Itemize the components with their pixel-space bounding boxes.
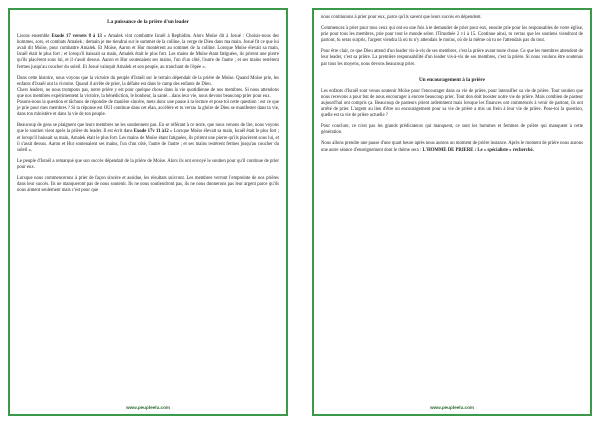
paragraph-conclusion: Pour conclure, ce n'est pas les grands prédicateurs qui manquent, ce sont les hommes et femmes de prière qui manquent à cette génération. [321, 124, 583, 136]
left-page-content [17, 19, 279, 194]
paragraph-chers-leaders: Chers leaders, ne nous trompons pas, notre prière y est pour quelque chose dans la vie quotidienne de nos membres. Si nous attendons que nos membres expérimentent la victoire, la bénédiction, le bonheur, la santé…dans leur vie, nous devons beaucoup prier pour eux. [17, 87, 279, 99]
paragraph-commencez: Commencez à prier pour tous ceux qui ont eu une fois à te demander de prier pour eux, ensuite prie pour les responsables de votre église, prie pour tous les membres, prie pour tout le monde selon 1Timothée 2 v1 à 15. Continue ainsi, tu verras que les soutiens viendront de partout, tu seras surpris, l'argent viendra là où tu n'y attendais le moins, où de la même où tu ne l'attendais pas du tout. [321, 26, 583, 44]
paragraph-peuple-israel: Le peuple d'Israël a remarqué que son succès dépendait de la prière de Moïse. Alors ils ont envoyé le soutien pour qu'il continue de prier pour eux. [17, 158, 279, 170]
bible-reference-2: Exode 17v 11 à12 [133, 129, 169, 135]
paragraph-question: Posons-nous la question et tâchons de répondre de manière sincère, mets donc une pause à ta lecture et pose toi cette question : est ce que je prie pour mes membres ? Si ta réponse est OUI continue dans cet élan, accélère et tu verras la gloire de Dieu se manifester dans ta vie, dans ton ministère et dans la vie de ton peuple. [17, 100, 279, 118]
bible-reference: Exode 17 versets 8 à 13 [51, 34, 102, 40]
paragraph-pause [321, 141, 583, 153]
right-page [312, 8, 592, 416]
soutien-text: Beaucoup de gens se plaignent que leurs membres ne les soutiennent pas. En se référant à ce texte, que nous venons de lire, nous voyons que le soutien vient après la prière du leader. Il est écrit dans [17, 123, 279, 135]
left-page-footer-link[interactable]: www.peupleelu.com [126, 405, 170, 410]
next-theme: L'HOMME DE PRIERE : Le « spécialiste » recherché. [422, 147, 534, 153]
paragraph-enfants-israel: Les enfants d'Israël sont venus soutenir Moïse pour l'encourager dans sa vie de prière, pour intensifier sa vie de prière. Tout soutien que nous recevons a pour but de nous encourager à encore beaucoup prier. Tout don doit booster notre vie de prière. Mais combien de pasteur aujourd'hui ont compris ça. Beaucoup de pasteurs prient ardemment mais lorsque les finances ont commencés à venir de partout, ils ont arrêté de prier. L'argent au lieu d'être un encouragement pour sa vie de prière a mis un frein à leur vie de prière. Pose-toi la question, quelle est ta vie de prière actuelle ? [321, 88, 583, 119]
intro-text: Lisons ensemble [17, 34, 52, 40]
left-page [8, 8, 288, 416]
bible-quote-2: « Lorsque Moïse élevait sa main, Israël était le plus fort ; et lorsqu'il baissait sa main, Amalek était le plus fort. Les mains de Moïse étant fatiguées, ils prirent une pierre qu'ils placèrent sous lui, et il s'assit dessus. Aaron et Hur soutenaient ses mains, l'un d'un côté, l'autre de l'autre ; et ses mains restèrent fermes jusqu'au coucher du soleil ». [17, 129, 279, 153]
paragraph-soutien [17, 123, 279, 153]
section-title-encouragement: Un encouragement à la prière [419, 76, 485, 83]
paragraph-continuation: nous continuions à prier pour eux, parce qu'ils savent que leurs succès en dépendent. [321, 15, 482, 20]
left-page-title: La puissance de la prière d'un leader [107, 19, 189, 25]
right-page-footer-link[interactable]: www.peupleelu.com [430, 405, 474, 410]
paragraph-resultats: Lorsque nous commencerons à prier de façon sincère et assidue, les résultats suivront. Les membres verront l'empreinte de nos prières dans leur succès. Ils ne manqueront pas de nous soutenir. Ils ne nous soutiendront pas, ils ne nous donnerons pas leur argent parce qu'ils nous aiment seulement mais c'est pour que [17, 175, 279, 194]
paragraph-pour-etre-clair: Pour être clair, ce que Dieu attend d'un leader vis-à-vis de ses membres, c'est la prière avant toute chose. Ce que les membres attendent de leur leader, c'est sa prière. La première responsabilité d'un leader vis-à-vis de ses membres, c'est la prière. Si nous voulons être soutenus par tous les moyens, nous devons beaucoup prier. [321, 49, 584, 67]
right-page-content [321, 15, 583, 154]
paragraph-story-summary: Dans cette histoire, nous voyons que la victoire du peuple d'Israël sur le terrain dépendait de la prière de Moïse. Quand Moïse prie, les enfants d'Israël ont la victoire. Quand il arrête de prier, la défaite est dans le camp des enfants de Dieu. [17, 75, 279, 87]
bible-quote: « Amalek vint combattre Israël à Rephidim. Alors Moïse dit à Josué : Choisis-nous des hommes, sors, et combats Amalek ; demain je me tiendrai sur le sommet de la colline, la verge de Dieu dans ma main. Josué fit ce que lui avait dit Moïse, pour combattre Amalek. Et Moïse, Aaron et Hur montèrent au sommet de la colline. Lorsque Moïse élevait sa main, Israël était le plus fort ; et lorsqu'il baissait sa main, Amalek était le plus fort. Les mains de Moïse étant fatiguées, ils prirent une pierre qu'ils placèrent sous lui, et il s'assit dessus. Aaron et Hur soutenaient ses mains, l'un d'un côté, l'autre de l'autre ; et ses mains restèrent fermes jusqu'au coucher du soleil. Et Josué vainquit Amalek et son peuple, au tranchant de l'épée ». [17, 34, 280, 70]
pause-text: Nous allons prendre une pause d'une quart heure après nous aurons un moment de prière instance. Après le moment de prière nous aurons une autre séance d'enseignement dont le thème sera : [321, 141, 583, 153]
paragraph-exode-reading [17, 34, 279, 71]
